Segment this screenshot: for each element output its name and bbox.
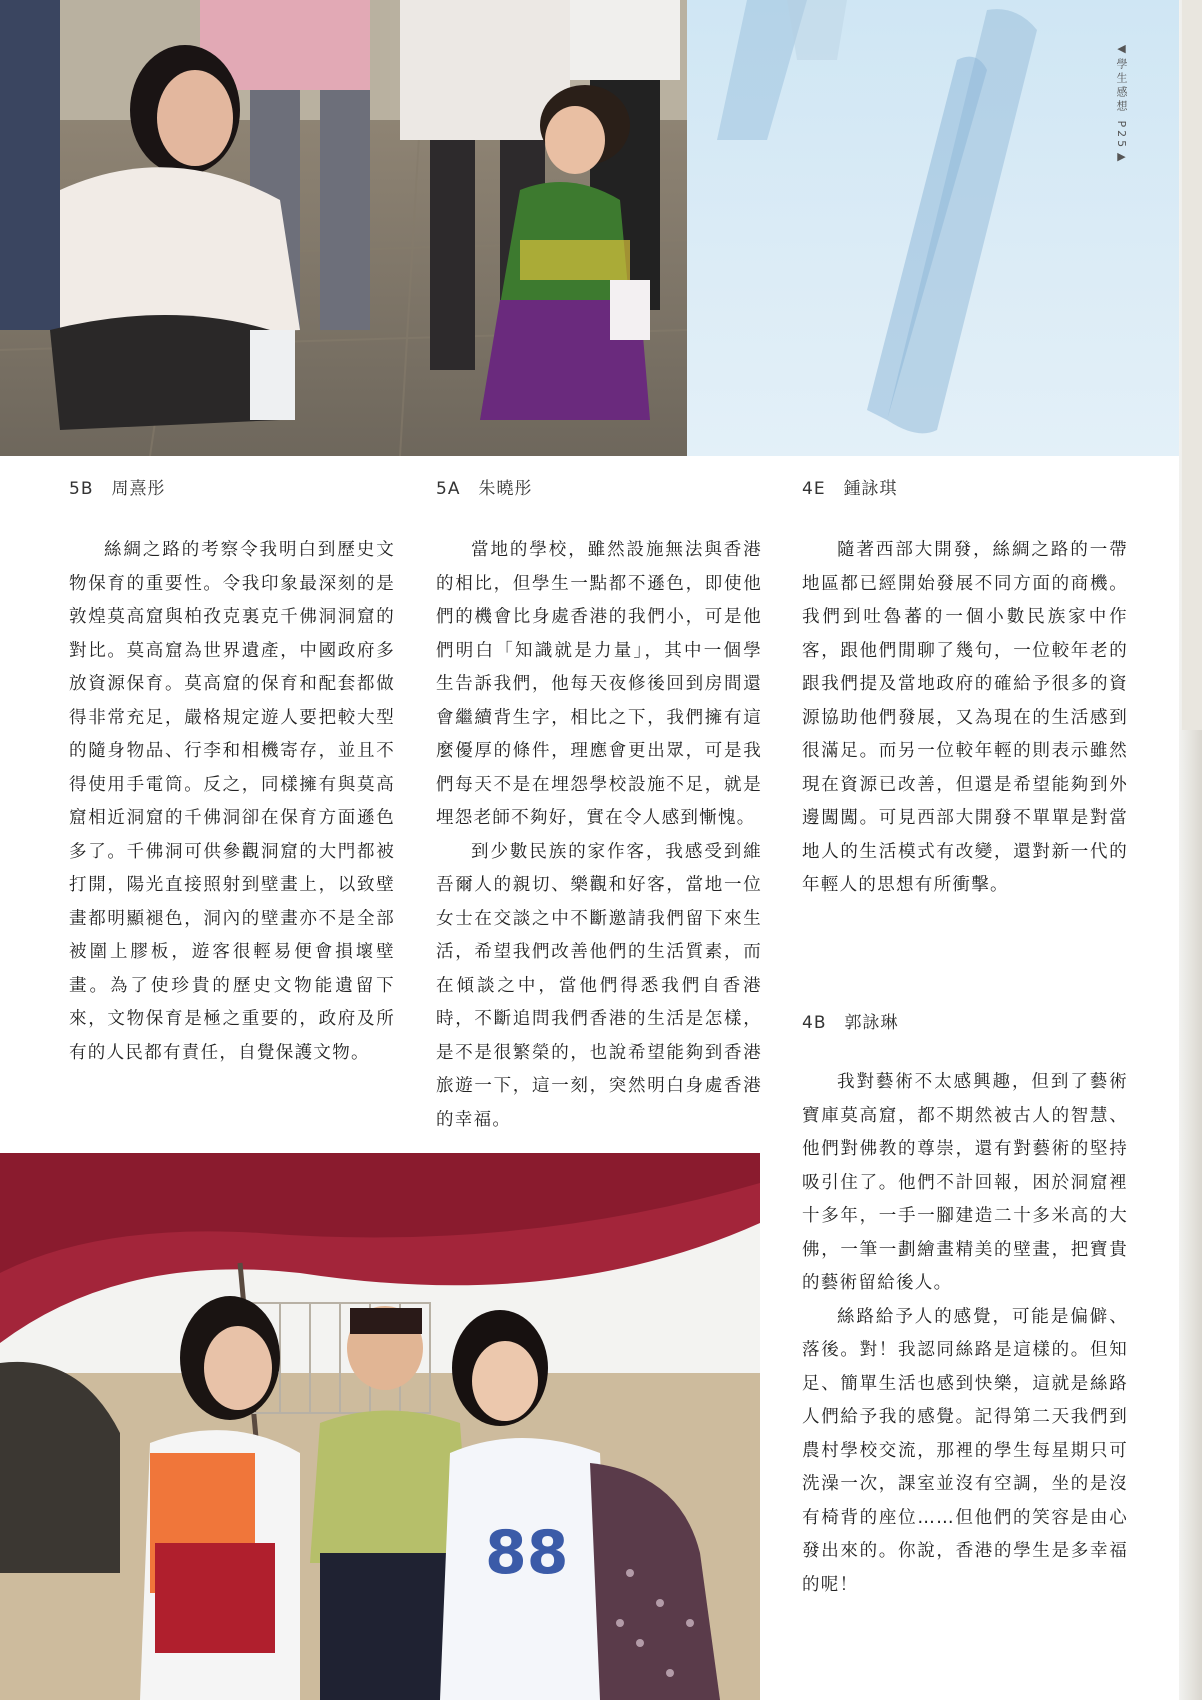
author-name: 朱曉彤 bbox=[478, 479, 533, 499]
photo-woman-and-child bbox=[0, 0, 687, 456]
page-marker: ◀學生感想 P25▶ bbox=[1115, 41, 1128, 167]
author-class: 4B bbox=[802, 1013, 827, 1033]
paragraph: 到少數民族的家作客，我感受到維吾爾人的親切、樂觀和好客，當地一位女士在交談之中不斷邀請我們留下來生活，希望我們改善他們的生活質素，而在傾談之中，當他們得悉我們自香港時，不斷追問我們香港的生活是怎樣，是不是很繁榮的，也說希望能夠到香港旅遊一下，這一刻，突然明白身處香港的幸福。 bbox=[436, 841, 762, 1130]
page-edge-strip bbox=[1182, 0, 1202, 730]
author-heading-4e bbox=[802, 474, 898, 499]
photo-three-students bbox=[0, 1153, 760, 1700]
paragraph: 我對藝術不太感興趣，但到了藝術寶庫莫高窟，都不期然被古人的智慧、他們對佛教的尊崇，還有對藝術的堅持吸引住了。他們不計回報，困於洞窟裡十多年，一手一腳建造二十多米高的大佛，一筆一劃繪畫精美的壁畫，把寶貴的藝術留給後人。 bbox=[802, 1072, 1128, 1293]
author-name: 周熹彤 bbox=[111, 479, 166, 499]
author-class: 5B bbox=[69, 479, 94, 499]
paragraph: 隨著西部大開發，絲綢之路的一帶地區都已經開始發展不同方面的商機。我們到吐魯蕃的一個小數民族家中作客，跟他們閒聊了幾句，一位較年老的跟我們提及當地政府的確給予很多的資源協助他們發展，又為現在的生活感到很滿足。而另一位較年輕的則表示雖然現在資源已改善，但還是希望能夠到外邊闖闖。可見西部大開發不單單是對當地人的生活模式有改變，還對新一代的年輕人的思想有所衝擊。 bbox=[802, 540, 1128, 895]
author-name: 鍾詠琪 bbox=[843, 479, 898, 499]
author-name: 郭詠琳 bbox=[844, 1013, 899, 1033]
svg-text:88: 88 bbox=[485, 1518, 569, 1588]
article-body-4e bbox=[802, 534, 1128, 903]
article-body-5b bbox=[69, 534, 395, 1070]
author-heading-5a bbox=[436, 474, 532, 499]
paragraph: 絲綢之路的考察令我明白到歷史文物保育的重要性。令我印象最深刻的是敦煌莫高窟與柏孜克裏克千佛洞洞窟的對比。莫高窟為世界遺產，中國政府多放資源保育。莫高窟的保育和配套都做得非常充足，嚴格規定遊人要把較大型的隨身物品、行李和相機寄存，並且不得使用手電筒。反之，同樣擁有與莫高窟相近洞窟的千佛洞卻在保育方面遜色多了。千佛洞可供參觀洞窟的大門都被打開，陽光直接照射到壁畫上，以致壁畫都明顯褪色，洞內的壁畫亦不是全部被圍上膠板，遊客很輕易便會損壞壁畫。為了使珍貴的歷史文物能遺留下來，文物保育是極之重要的，政府及所有的人民都有責任，自覺保護文物。 bbox=[69, 540, 395, 1063]
article-body-5a bbox=[436, 534, 762, 1137]
paragraph: 絲路給予人的感覺，可能是偏僻、落後。對！我認同絲路是這樣的。但知足、簡單生活也感到快樂，這就是絲路人們給予我的感覺。記得第二天我們到農村學校交流，那裡的學生每星期只可洗澡一次，課室並沒有空調，坐的是沒有椅背的座位……但他們的笑容是由心發出來的。你說，香港的學生是多幸福的呢！ bbox=[802, 1306, 1128, 1595]
author-heading-4b bbox=[802, 1008, 898, 1033]
author-class: 5A bbox=[436, 479, 461, 499]
article-body-4b bbox=[802, 1066, 1128, 1602]
paragraph: 當地的學校，雖然設施無法與香港的相比，但學生一點都不遜色，即使他們的機會比身處香港的我們小，可是他們明白「知識就是力量」，其中一個學生告訴我們，他每天夜修後回到房間還會繼續背生字，相比之下，我們擁有這麼優厚的條件，理應會更出眾，可是我們每天不是在埋怨學校設施不足，就是埋怨老師不夠好，實在令人感到慚愧。 bbox=[436, 540, 762, 828]
author-heading-5b bbox=[69, 474, 165, 499]
author-class: 4E bbox=[802, 479, 826, 499]
